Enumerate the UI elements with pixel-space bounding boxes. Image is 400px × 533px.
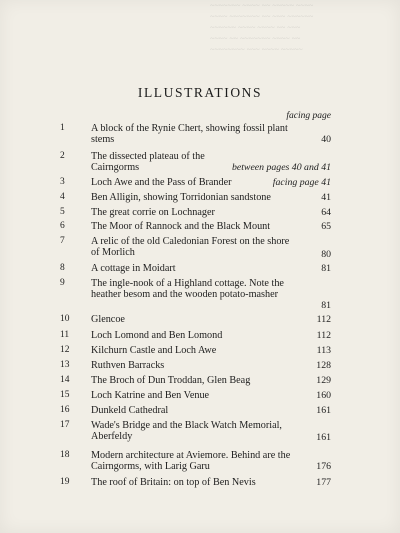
list-item: [0, 358, 400, 373]
item-page: 112: [316, 330, 331, 341]
item-caption: Modern architecture at Aviemore. Behind are the Cairngorms, with Larig Garu: [91, 450, 291, 472]
item-number: 12: [60, 345, 70, 355]
item-caption: Loch Lomond and Ben Lomond: [91, 330, 223, 341]
item-page: 176: [316, 461, 331, 472]
list-item: [0, 403, 400, 417]
item-number: 7: [60, 236, 65, 246]
item-number: 17: [60, 420, 70, 430]
list-item: [0, 151, 400, 177]
list-item: [0, 417, 400, 447]
item-page: 65: [321, 221, 331, 232]
list-item: [0, 447, 400, 475]
item-caption: Glencoe: [91, 314, 125, 325]
item-page: 161: [316, 405, 331, 416]
item-caption: The dissected plateau of the Cairngorms: [91, 151, 205, 173]
item-caption: A block of the Rynie Chert, showing fossil plant stems: [91, 123, 288, 145]
list-item: [0, 234, 400, 262]
item-caption: A cottage in Moidart: [91, 263, 176, 274]
list-item: [0, 475, 400, 490]
page-title: ILLUSTRATIONS: [137, 85, 263, 100]
list-item: [0, 343, 400, 358]
item-page: 40: [321, 134, 331, 145]
item-number: 18: [60, 450, 70, 460]
item-number: 11: [60, 330, 70, 340]
show-through-text: ~~~~~~~ ~~~~ ~~ ~~~~~ ~~~~ ~~~~ ~~~~~~~ ~~ ~~~ ~~~~~~ ~~~~~~ ~~~~ ~~~~ ~~ ~~~ ~~~~ ~~ ~~~~~~~ ~~~~ ~~ ~~~~~~~~ ~~~ ~~~~ ~~~~~: [210, 1, 314, 54]
list-item: [0, 373, 400, 388]
item-page: 81: [321, 263, 331, 274]
facing-page-heading: facing page: [286, 111, 331, 121]
item-number: 10: [60, 314, 70, 324]
item-page: 128: [316, 360, 331, 371]
item-caption: Dunkeld Cathedral: [91, 405, 169, 416]
item-page: 81: [321, 300, 331, 311]
item-caption: The roof of Britain: on top of Ben Nevis: [91, 477, 256, 488]
item-caption: Ben Alligin, showing Torridonian sandstone: [91, 192, 271, 203]
list-item: [0, 388, 400, 403]
list-item: [0, 205, 400, 219]
item-caption: Kilchurn Castle and Loch Awe: [91, 345, 217, 356]
item-page: facing page 41: [272, 177, 331, 188]
item-page: 177: [316, 477, 331, 488]
list-item: [0, 328, 400, 343]
item-number: 3: [60, 177, 65, 187]
item-number: 5: [60, 207, 65, 217]
item-caption: The Moor of Rannock and the Black Mount: [91, 221, 271, 232]
item-number: 1: [60, 123, 65, 133]
item-number: 15: [60, 390, 70, 400]
list-item: [0, 276, 400, 313]
list-item: [0, 219, 400, 234]
list-item: [0, 121, 400, 151]
item-page: 112: [316, 314, 331, 325]
item-number: 6: [60, 221, 65, 231]
item-number: 2: [60, 151, 65, 161]
item-page: 80: [321, 249, 331, 260]
illustrations-list: [0, 121, 400, 490]
item-page: 41: [321, 192, 331, 203]
item-page: 64: [321, 207, 331, 218]
item-page: between pages 40 and 41: [231, 162, 331, 173]
item-caption: Loch Awe and the Pass of Brander: [91, 177, 232, 188]
item-page: 113: [316, 345, 331, 356]
item-caption: Wade's Bridge and the Black Watch Memorial, Aberfeldy: [91, 420, 282, 442]
item-caption: The great corrie on Lochnager: [91, 207, 215, 218]
list-item: [0, 262, 400, 276]
list-item: [0, 177, 400, 190]
item-page: 161: [316, 432, 331, 443]
item-number: 8: [60, 263, 65, 273]
list-item: [0, 190, 400, 205]
item-number: 16: [60, 405, 70, 415]
item-number: 14: [60, 375, 70, 385]
item-caption: The ingle-nook of a Highland cottage. Note the heather besom and the wooden potato-masher: [91, 278, 284, 300]
item-number: 19: [60, 477, 70, 487]
item-page: 160: [316, 390, 331, 401]
item-number: 13: [60, 360, 70, 370]
item-number: 4: [60, 192, 65, 202]
item-caption: The Broch of Dun Troddan, Glen Beag: [91, 375, 251, 386]
item-caption: Loch Katrine and Ben Venue: [91, 390, 210, 401]
item-page: 129: [316, 375, 331, 386]
item-caption: A relic of the old Caledonian Forest on the shore of Morlich: [91, 236, 290, 258]
item-caption: Ruthven Barracks: [91, 360, 165, 371]
list-item: [0, 313, 400, 328]
item-number: 9: [60, 278, 65, 288]
